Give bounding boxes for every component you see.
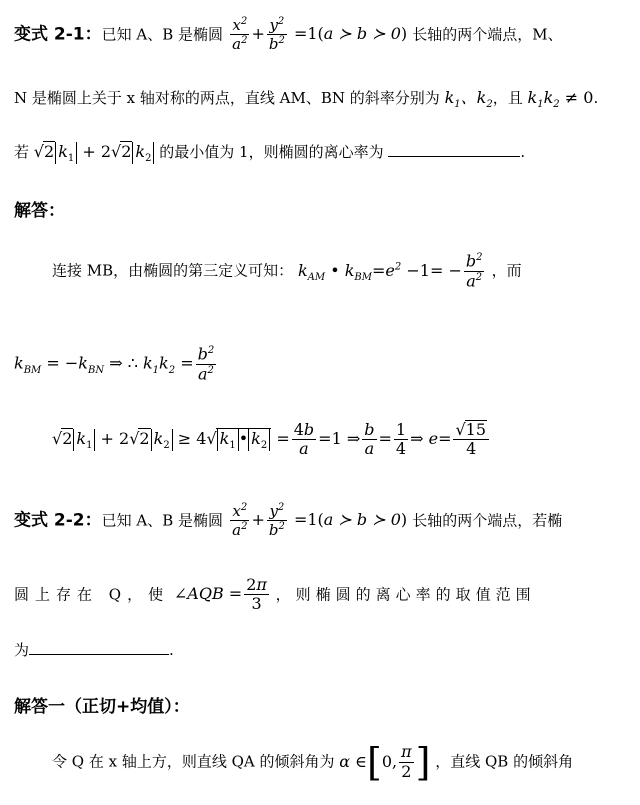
problem-2-1-and: ，且 (492, 89, 523, 107)
problem-2-1-line-3: 若 √2 $k_1 + 2√2$ $k_2$ 的最小值为 1，则椭圆的离心率为 . (14, 142, 526, 165)
solution-1-line-1: 连接 MB，由椭圆的第三定义可知： $k_{AM}$ • $k_{BM}=e^2 -1=$ − $\frac{b^2}{a^2}$ ，而 (52, 251, 522, 291)
slope-symbols: $k_1$、$k_2$ (444, 88, 493, 111)
ellipse-equation: $\frac{x^2}{a^2}$ + $\frac{y^2}{b^2}$ =1(a ≻ b ≻ 0) (232, 16, 408, 54)
third-definition-formula: $k_{AM}$ • $k_{BM}=e^2 -1=$ − $\frac{b^2}{a^2}$ (297, 251, 483, 291)
solution-2-text-1-tail: ，直线 QB 的倾斜角 (435, 752, 574, 771)
problem-2-2-text-1: 已知 A、B 是椭圆 (101, 511, 224, 530)
problem-2-2-text-2-pre: 圆上存在 Q，使 (14, 585, 170, 604)
problem-2-2-line-1 (14, 502, 640, 540)
problem-2-1-text-1: 已知 A、B 是椭圆 (101, 25, 224, 44)
problem-2-1-text-3-pre: 若 (14, 143, 30, 161)
solution-2-line-1 (52, 740, 640, 784)
problem-2-1-label: 变式 2-1： (14, 24, 102, 45)
problem-2-1-line-2: N 是椭圆上关于 x 轴对称的两点，直线 AM、BN 的斜率分别为 $k_1$、$k_2$，且 $k_1k_2 \ne 0$. (14, 88, 599, 111)
problem-2-1-line-1 (14, 16, 640, 54)
slope-product-nonzero: $k_1k_2 \ne 0$ (527, 88, 594, 111)
problem-2-1-text-1-tail: 长轴的两个端点，M、 (412, 25, 563, 44)
solution-1-text-1: 连接 MB，由椭圆的第三定义可知： (52, 261, 294, 280)
problem-2-1-text-3-post: 的最小值为 1，则椭圆的离心率为 (159, 143, 384, 161)
problem-2-2-text-2-post: ，则椭圆的离心率的取值范围 (275, 585, 536, 604)
problem-2-1-text-2: N 是椭圆上关于 x 轴对称的两点，直线 AM、BN 的斜率分别为 (14, 89, 440, 107)
answer-blank-1[interactable] (388, 142, 520, 157)
angle-aqb: ∠AQB = $\frac{2\pi}{3}$ (173, 575, 267, 614)
solution-2-text-1: 令 Q 在 x 轴上方，则直线 QA 的倾斜角为 (52, 752, 335, 771)
problem-2-2-label: 变式 2-2： (14, 510, 102, 531)
answer-blank-2[interactable] (29, 640, 169, 655)
alpha-range: α ∈[0, $\frac{\pi}{2}$ ] (339, 740, 431, 784)
min-expression: √2 $k_1 + 2√2$ $k_2$ (34, 142, 155, 161)
solution-1-heading: 解答： (14, 201, 65, 221)
solution-1-line-2: $k_{BM} = -k_{BN}$ ⇒ ∴ $k_1k_2$ = $\frac{b^2}{a^2}$ (14, 344, 215, 384)
solution-1-line-3: √2 $k_1 + 2√2$ $k_2 \ge 4√$ $k_1$ • $k_2$ = $\frac{4b}{a}$ =1 ⇒ $\frac{b}{a}$ = $\frac{1}{4}$ ⇒ e= $\frac{√15}{4}$ (52, 420, 640, 459)
solution-2-heading: 解答一（正切+均值）： (14, 697, 190, 717)
problem-2-2-line-3: 为 . (14, 641, 174, 659)
problem-2-2-text-1-tail: 长轴的两个端点，若椭 (412, 511, 563, 530)
problem-2-2-line-2 (14, 576, 640, 614)
ellipse-equation-2: $\frac{x^2}{a^2}$ + $\frac{y^2}{b^2}$ =1(a ≻ b ≻ 0) (232, 502, 408, 540)
